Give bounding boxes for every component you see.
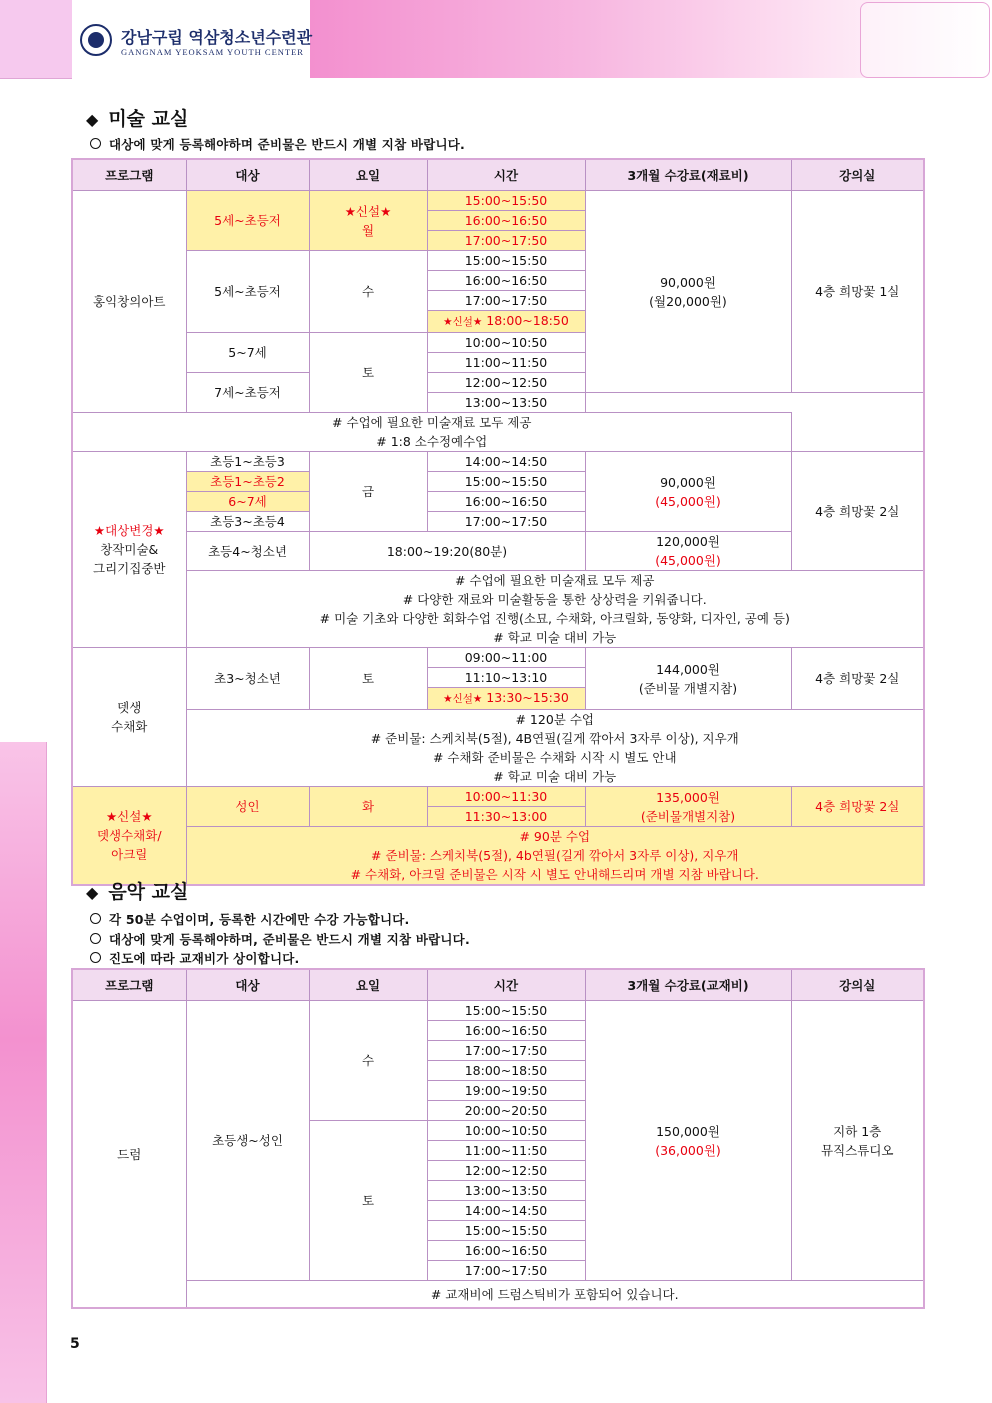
time-cell: 16:00~16:50 [427,1241,585,1261]
col-header: 강의실 [791,969,924,1001]
col-header: 시간 [427,159,585,191]
time-cell: 13:00~13:50 [427,393,585,413]
time-cell: 18:00~19:20(80분) [309,532,585,571]
time-cell: 15:00~15:50 [427,191,585,211]
logo-emblem-icon [80,24,112,56]
diamond-icon: ◆ [86,110,99,129]
program-name: 뎃생 수채화 [72,648,186,787]
fee-cell: 90,000원 (45,000원) [585,452,791,532]
time-cell: 16:00~16:50 [427,1021,585,1041]
program-name: 드럼 [72,1001,186,1309]
target-cell: 초등1~초등2 [186,472,309,492]
target-cell: 초등생~성인 [186,1001,309,1281]
program-notes: # 120분 수업 # 준비물: 스케치북(5절), 4B연필(길게 깎아서 3자루 이상), 지우개 # 수채화 준비물은 수채화 시작 시 별도 안내 # 학교 미술 대비 가능 [186,710,924,787]
col-header: 강의실 [791,159,924,191]
program-notes: # 수업에 필요한 미술재료 모두 제공 # 다양한 재료와 미술활동을 통한 상상력을 키워줍니다. # 미술 기초와 다양한 회화수업 진행(소묘, 수채화, 아크릴화, 동양화, 디자인, 공예 등) # 학교 미술 대비 가능 [186,571,924,648]
fee-cell: 120,000원 (45,000원) [585,532,791,571]
time-cell: 16:00~16:50 [427,492,585,512]
time-cell: 16:00~16:50 [427,211,585,231]
time-cell: 13:00~13:50 [427,1181,585,1201]
day-cell: 토 [309,333,427,413]
circle-bullet-icon [90,138,101,149]
art-schedule-table [71,158,925,886]
music-section-title: ◆ 음악 교실 [86,881,189,903]
page-number: 5 [70,1336,80,1352]
music-schedule-table [71,968,925,1309]
day-cell: 수 [309,1001,427,1121]
program-name: 홍익창의아트 [72,191,186,413]
day-cell: 화 [309,787,427,827]
time-cell: 15:00~15:50 [427,1221,585,1241]
time-cell: ★신설★ 18:00~18:50 [427,311,585,333]
music-note: 대상에 맞게 등록해야하며, 준비물은 반드시 개별 지참 바랍니다. [90,930,470,948]
time-cell: 10:00~11:30 [427,787,585,807]
table-header-row [72,969,924,1001]
time-cell: 12:00~12:50 [427,1161,585,1181]
target-cell: 성인 [186,787,309,827]
room-cell: 4층 희망꽃 2실 [791,787,924,827]
side-decor-strip [0,742,47,1403]
col-header: 3개월 수강료(재료비) [585,159,791,191]
circle-bullet-icon [90,913,101,924]
room-cell: 지하 1층 뮤직스튜디오 [791,1001,924,1281]
time-cell: 19:00~19:50 [427,1081,585,1101]
time-cell: 20:00~20:50 [427,1101,585,1121]
target-cell: 5~7세 [186,333,309,373]
time-cell: 09:00~11:00 [427,648,585,668]
time-cell: 11:00~11:50 [427,353,585,373]
target-cell: 6~7세 [186,492,309,512]
table-header-row [72,159,924,191]
fee-cell: 150,000원 (36,000원) [585,1001,791,1281]
art-note: 대상에 맞게 등록해야하며 준비물은 반드시 개별 지참 바랍니다. [90,135,465,153]
header-right-box [860,2,990,78]
time-cell: 17:00~17:50 [427,291,585,311]
room-cell: 4층 희망꽃 1실 [791,191,924,393]
day-cell: 토 [309,648,427,710]
program-notes: # 90분 수업 # 준비물: 스케치북(5절), 4b연필(길게 깎아서 3자루 이상), 지우개 # 수채화, 아크릴 준비물은 시작 시 별도 안내해드리며 개별 지참 바랍니다. [186,827,924,886]
target-cell: 5세~초등저 [186,251,309,333]
target-cell: 7세~초등저 [186,373,309,413]
circle-bullet-icon [90,933,101,944]
time-cell: 14:00~14:50 [427,1201,585,1221]
time-cell: 15:00~15:50 [427,1001,585,1021]
fee-cell: 90,000원 (월20,000원) [585,191,791,393]
col-header: 프로그램 [72,969,186,1001]
day-cell: 토 [309,1121,427,1281]
day-cell: ★신설★ 월 [309,191,427,251]
time-cell: 10:00~10:50 [427,1121,585,1141]
header-left-band [0,0,72,79]
target-cell: 초등3~초등4 [186,512,309,532]
time-cell: 11:00~11:50 [427,1141,585,1161]
program-notes: # 교재비에 드럼스틱비가 포함되어 있습니다. [186,1281,924,1309]
day-cell: 금 [309,452,427,532]
target-cell: 초등4~청소년 [186,532,309,571]
target-cell: 5세~초등저 [186,191,309,251]
time-cell: 18:00~18:50 [427,1061,585,1081]
col-header: 대상 [186,969,309,1001]
col-header: 3개월 수강료(교재비) [585,969,791,1001]
time-cell: 10:00~10:50 [427,333,585,353]
room-cell: 4층 희망꽃 2실 [791,452,924,571]
art-section-title: ◆ 미술 교실 [86,108,189,130]
time-cell: 11:10~13:10 [427,668,585,688]
col-header: 프로그램 [72,159,186,191]
time-cell: 11:30~13:00 [427,807,585,827]
target-cell: 초3~청소년 [186,648,309,710]
diamond-icon: ◆ [86,883,99,902]
program-name: ★신설★ 뎃생수채화/ 아크릴 [72,787,186,886]
time-cell: 17:00~17:50 [427,231,585,251]
org-subtitle: GANGNAM YEOKSAM YOUTH CENTER [121,47,304,57]
circle-bullet-icon [90,952,101,963]
time-cell: ★신설★ 13:30~15:30 [427,688,585,710]
room-cell: 4층 희망꽃 2실 [791,648,924,710]
time-cell: 12:00~12:50 [427,373,585,393]
fee-cell: 135,000원 (준비물개별지참) [585,787,791,827]
time-cell: 15:00~15:50 [427,251,585,271]
time-cell: 16:00~16:50 [427,271,585,291]
org-name: 강남구립 역삼청소년수련관 [121,28,313,47]
time-cell: 17:00~17:50 [427,1041,585,1061]
program-notes: # 수업에 필요한 미술재료 모두 제공 # 1:8 소수정예수업 [72,413,791,452]
program-name: ★대상변경★ 창작미술& 그리기집중반 [72,452,186,648]
col-header: 대상 [186,159,309,191]
music-note: 진도에 따라 교재비가 상이합니다. [90,949,299,967]
time-cell: 14:00~14:50 [427,452,585,472]
time-cell: 17:00~17:50 [427,1261,585,1281]
col-header: 요일 [309,159,427,191]
target-cell: 초등1~초등3 [186,452,309,472]
music-note: 각 50분 수업이며, 등록한 시간에만 수강 가능합니다. [90,910,410,928]
time-cell: 17:00~17:50 [427,512,585,532]
time-cell: 15:00~15:50 [427,472,585,492]
col-header: 시간 [427,969,585,1001]
fee-cell: 144,000원 (준비물 개별지참) [585,648,791,710]
day-cell: 수 [309,251,427,333]
col-header: 요일 [309,969,427,1001]
